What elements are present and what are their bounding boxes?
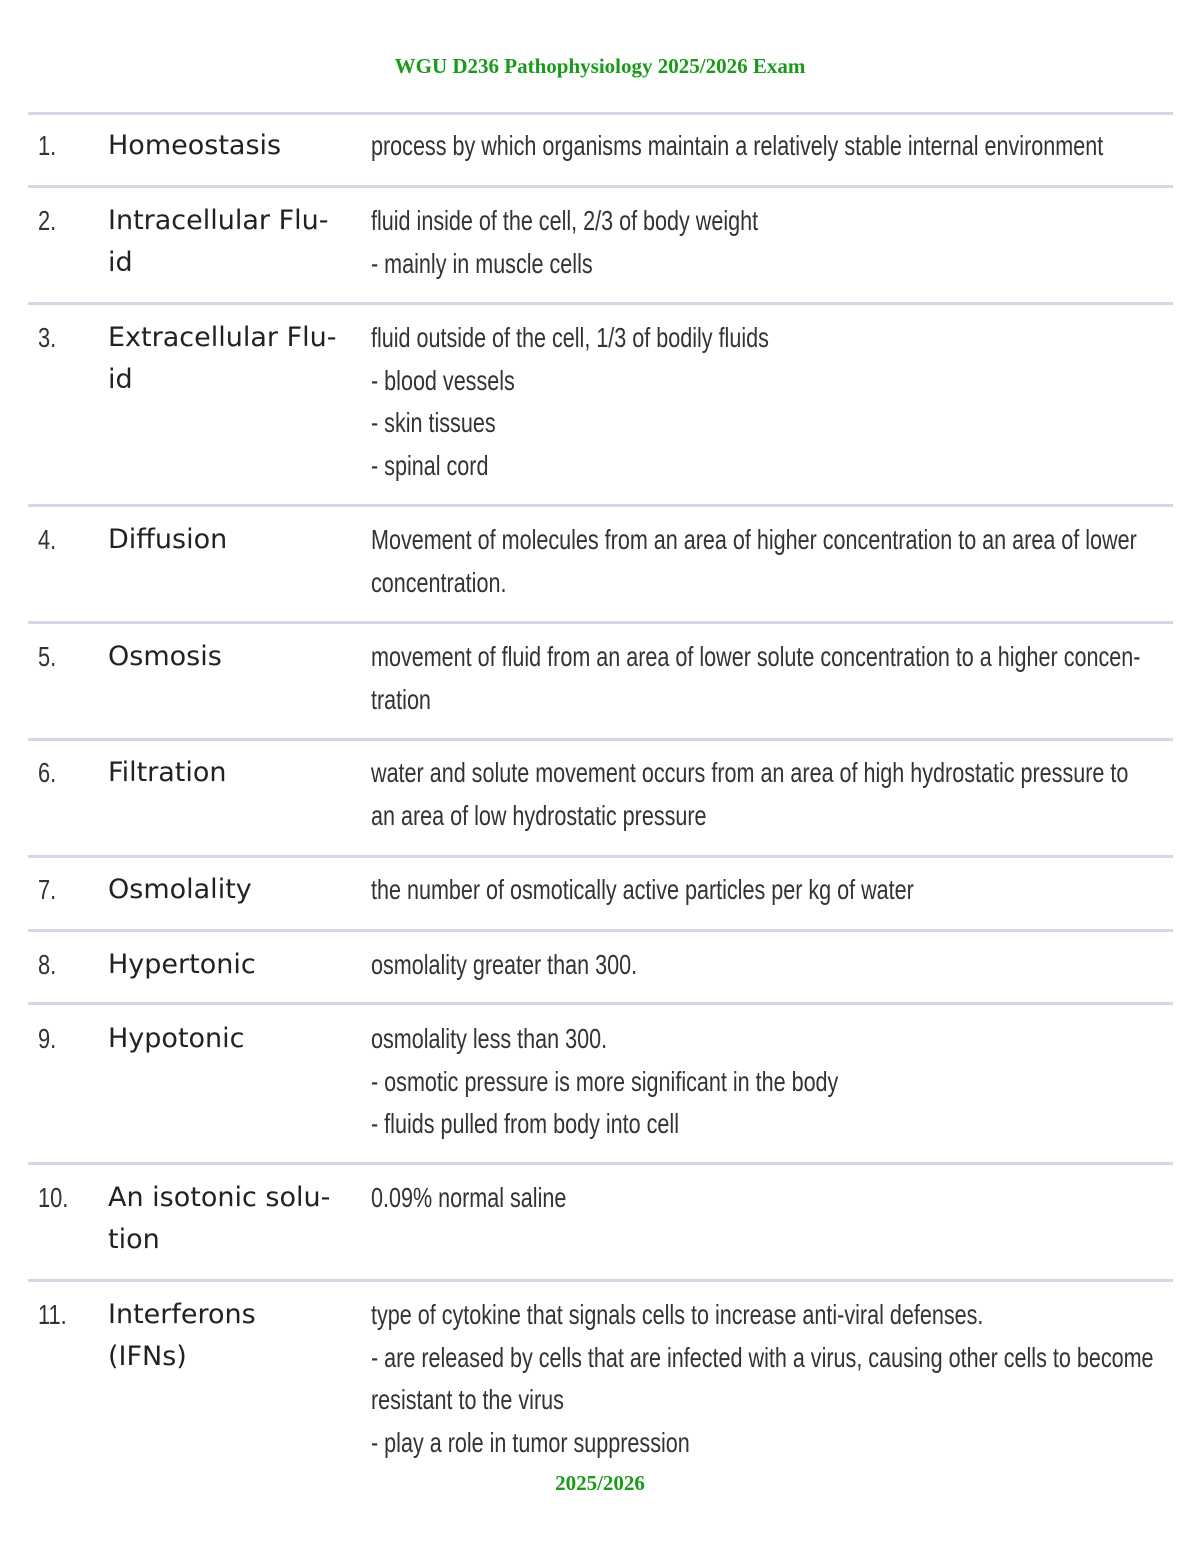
card-term: Filtration [108,757,227,788]
divider [28,112,1173,115]
divider [28,621,1173,624]
divider [28,185,1173,188]
divider [28,855,1173,858]
card-definition: process by which organisms maintain a relatively stable internal environment [371,130,1104,161]
card-term: Intracellular Flu- id [108,205,329,278]
divider [28,738,1173,741]
card-term: Osmolality [108,874,252,905]
card-term: Hypertonic [108,949,256,980]
divider [28,1002,1173,1005]
card-definition: fluid outside of the cell, 1/3 of bodily fluids - blood vessels - skin tissues - spinal cord [371,322,769,481]
card-definition: fluid inside of the cell, 2/3 of body weight - mainly in muscle cells [371,205,759,279]
card-definition: movement of fluid from an area of lower solute concentration to a higher concen- tration [371,641,1141,715]
divider [28,504,1173,507]
card-number: 8. [38,949,57,980]
card-term: Homeostasis [108,130,282,161]
card-definition: type of cytokine that signals cells to increase anti-viral defenses. - are released by cells that are infected with a virus, causing other cells to become resistant to the virus - play a role in tumor suppression [371,1299,1154,1458]
card-definition: the number of osmotically active particles per kg of water [371,874,914,905]
card-number: 10. [38,1182,69,1213]
card-number: 9. [38,1023,57,1054]
card-number: 4. [38,524,57,555]
card-number: 1. [38,130,57,161]
card-number: 2. [38,205,57,236]
card-term: Extracellular Flu- id [108,322,337,395]
card-definition: water and solute movement occurs from an area of high hydrostatic pressure to an area of low hydrostatic pressure [371,757,1129,831]
footer-year: 2025/2026 [555,1471,645,1495]
divider [28,302,1173,305]
card-term: Hypotonic [108,1023,245,1054]
card-number: 5. [38,641,57,672]
card-definition: osmolality less than 300. - osmotic pressure is more significant in the body - fluids pulled from body into cell [371,1023,839,1139]
card-definition: Movement of molecules from an area of higher concentration to an area of lower concentration. [371,524,1137,598]
card-number: 7. [38,874,57,905]
divider [28,1162,1173,1165]
card-definition: osmolality greater than 300. [371,949,638,980]
card-number: 3. [38,322,57,353]
card-term: An isotonic solu- tion [108,1182,331,1255]
divider [28,1279,1173,1282]
page-title: WGU D236 Pathophysiology 2025/2026 Exam [394,54,806,78]
card-term: Interferons (IFNs) [108,1299,256,1372]
card-term: Osmosis [108,641,222,672]
divider [28,929,1173,932]
card-term: Diffusion [108,524,228,555]
card-number: 11. [38,1299,67,1330]
card-number: 6. [38,757,57,788]
card-definition: 0.09% normal saline [371,1182,567,1213]
